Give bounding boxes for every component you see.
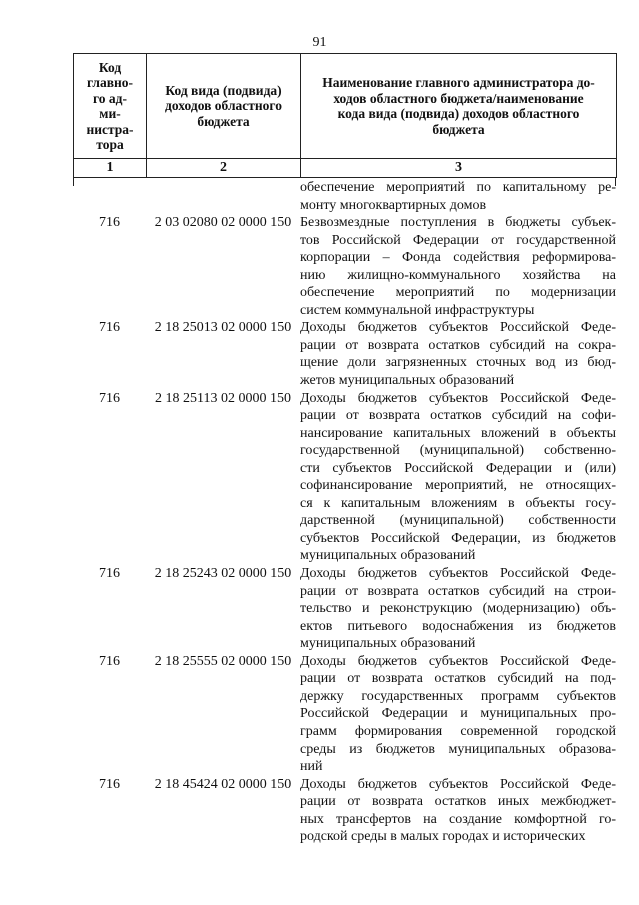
table-row: [73, 653, 616, 776]
income-code-cell: 2 03 02080 02 0000 150: [154, 215, 292, 231]
income-name-line: среды из бюджетов муниципальных образова-: [300, 741, 616, 757]
header-income-code-line: Код вида (подвида): [165, 82, 282, 98]
header-admin-code-line: нистра-: [86, 121, 134, 137]
header-name-line: бюджета: [432, 121, 485, 137]
column-number-1: 1: [74, 159, 147, 178]
table-row: [73, 319, 616, 389]
income-code-cell: 2 18 25013 02 0000 150: [154, 320, 292, 336]
income-name-cell: [300, 565, 616, 653]
income-name-cell: [300, 214, 616, 319]
income-name-cell: [300, 776, 616, 846]
admin-code-cell: 716: [99, 566, 120, 582]
income-name-line: муниципальных образований: [300, 548, 476, 564]
income-name-line: корпорации – Фонда содействия реформирова-: [300, 250, 616, 266]
header-admin-code-line: го ад-: [93, 90, 127, 106]
table-body: [73, 179, 616, 846]
income-name-line: тов Российской Федерации от государственной: [300, 232, 616, 248]
income-code-cell: 2 18 45424 02 0000 150: [154, 776, 292, 792]
income-name-line: ний: [300, 759, 323, 775]
income-name-cell: [300, 179, 616, 214]
income-name-line: софинансирование мероприятий, не относящих-: [300, 478, 616, 494]
income-name-line: Безвозмездные поступления в бюджеты субъек-: [300, 215, 616, 231]
income-name-cell: [300, 653, 616, 776]
income-name-line: родской среды в малых городах и исторических: [300, 829, 586, 845]
column-number-3: 3: [301, 159, 617, 178]
header-name: [301, 54, 617, 159]
income-name-line: держку государственных программ субъектов: [300, 688, 616, 704]
table-row: [73, 776, 616, 846]
income-name-line: обеспечение мероприятий по модернизации: [300, 285, 616, 301]
income-name-line: рации от возврата остатков субсидий на сокра-: [300, 337, 616, 353]
table-header: [73, 53, 617, 178]
income-name-line: рации от возврата остатков иных межбюджет-: [300, 794, 616, 810]
income-name-line: государственной (муниципальной) собственно-: [300, 443, 616, 459]
income-name-cell: [300, 319, 616, 389]
header-name-line: ходов областного бюджета/наименование: [333, 90, 584, 106]
header-name-line: Наименование главного администратора до-: [322, 75, 595, 90]
header-name-line: кода вида (подвида) доходов областного: [337, 106, 580, 121]
income-name-line: рации от возврата остатков субсидий на под-: [300, 671, 616, 687]
header-income-code: [147, 54, 301, 159]
income-name-line: сти субъектов Российской Федерации и (или): [300, 460, 616, 476]
income-name-line: субъектов Российской Федерации, из бюджетов: [300, 530, 616, 546]
income-name-line: дарственной (муниципальной) собственности: [300, 513, 616, 529]
column-number-2: 2: [147, 159, 301, 178]
income-code-cell: 2 18 25555 02 0000 150: [154, 653, 292, 669]
income-name-line: нию жилищно-коммунального хозяйства на: [300, 267, 616, 283]
admin-code-cell: 716: [99, 215, 120, 231]
income-name-line: Доходы бюджетов субъектов Российской Феде-: [300, 566, 616, 582]
income-name-line: Доходы бюджетов субъектов Российской Феде-: [300, 390, 616, 406]
income-name-line: ных трансфертов на создание комфортной го-: [300, 811, 616, 827]
income-name-line: ся к капитальным вложениям в объекты госу-: [300, 495, 616, 511]
income-name-line: систем коммунальной инфраструктуры: [300, 302, 535, 318]
header-income-code-line: бюджета: [197, 113, 250, 129]
admin-code-cell: 716: [99, 653, 120, 669]
admin-code-cell: 716: [99, 320, 120, 336]
header-admin-code-line: главно-: [86, 75, 134, 90]
table-row: [73, 390, 616, 565]
income-name-line: тельство и реконструкцию (модернизацию) объ-: [300, 601, 616, 617]
income-name-line: жетов муниципальных образований: [300, 373, 515, 389]
income-code-cell: 2 18 25243 02 0000 150: [154, 566, 292, 582]
income-name-line: Доходы бюджетов субъектов Российской Феде-: [300, 776, 616, 792]
table-row: [73, 565, 616, 653]
income-name-line: ектов питьевого водоснабжения из бюджетов: [300, 618, 616, 634]
income-name-line: обеспечение мероприятий по капитальному ре-: [300, 180, 616, 195]
income-name-line: Доходы бюджетов субъектов Российской Феде-: [300, 653, 616, 669]
income-name-cell: [300, 390, 616, 565]
table-row: [73, 179, 616, 214]
header-admin-code-line: ми-: [99, 106, 121, 121]
admin-code-cell: 716: [99, 390, 120, 406]
income-name-line: щение доли загрязненных сточных вод из бюд-: [300, 355, 616, 371]
header-income-code-line: доходов областного: [165, 98, 282, 114]
income-code-cell: 2 18 25113 02 0000 150: [155, 390, 291, 406]
income-name-line: муниципальных образований: [300, 636, 476, 652]
table-row: [73, 214, 616, 319]
header-admin-code-line: Код: [98, 59, 122, 75]
header-admin-code: [74, 54, 147, 159]
page-number: 91: [312, 35, 327, 50]
income-name-line: нансирование капитальных вложений в объекты: [300, 425, 616, 441]
income-name-line: грамм формирования современной городской: [300, 723, 616, 739]
income-name-line: Российской Федерации и муниципальных про-: [300, 706, 616, 722]
header-admin-code-line: тора: [96, 137, 124, 152]
admin-code-cell: 716: [99, 776, 120, 792]
income-name-line: Доходы бюджетов субъектов Российской Феде-: [300, 320, 616, 336]
income-name-line: рации от возврата остатков субсидий на строи-: [300, 583, 616, 599]
income-name-line: рации от возврата остатков субсидий на софи-: [300, 408, 616, 424]
income-name-line: монту многоквартирных домов: [300, 197, 487, 213]
